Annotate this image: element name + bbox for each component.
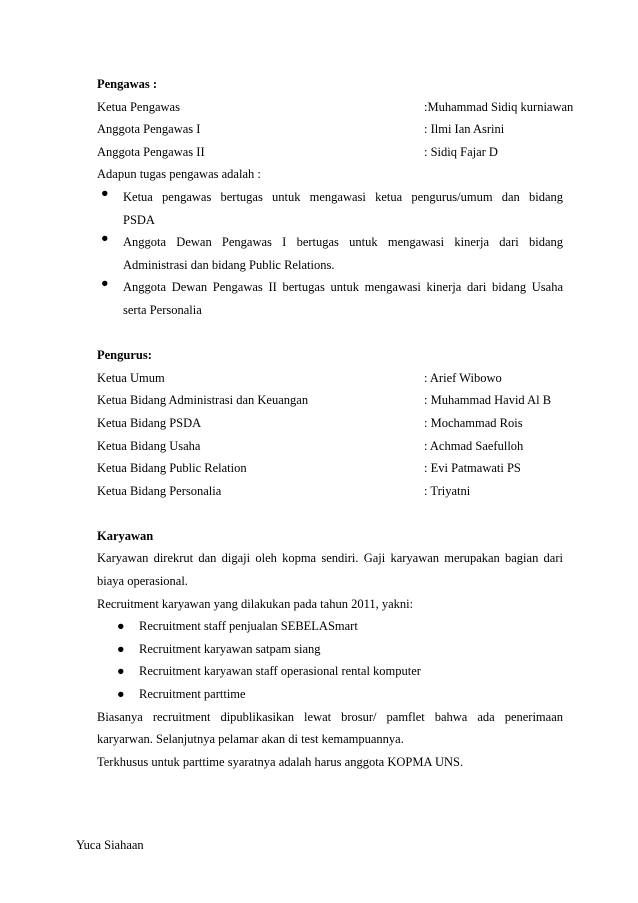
- recruit-item: [97, 660, 563, 683]
- task-line: serta Personalia: [123, 302, 202, 317]
- bullet-icon: ●: [117, 619, 125, 634]
- recruit-item: [97, 683, 563, 706]
- pengurus-row: [97, 389, 563, 412]
- bullet-icon: ●: [101, 231, 109, 246]
- task-item: [97, 276, 563, 321]
- task-line: Anggota Dewan Pengawas II bertugas untuk mengawasi kinerja dari bidang Usaha: [123, 280, 563, 295]
- person-name: : Arief Wibowo: [424, 370, 502, 385]
- person-name: : Muhammad Havid Al B: [424, 393, 552, 408]
- bullet-icon: ●: [101, 276, 109, 291]
- karyawan-heading: Karyawan: [97, 528, 154, 543]
- pengurus-row: [97, 412, 563, 435]
- role-label: Ketua Bidang Public Relation: [97, 461, 247, 476]
- tasks-intro: Adapun tugas pengawas adalah :: [97, 167, 261, 182]
- role-label: Anggota Pengawas I: [97, 122, 201, 137]
- recruit-item-label: Recruitment staff penjualan SEBELASmart: [139, 619, 358, 634]
- person-name: : Evi Patmawati PS: [424, 461, 521, 476]
- role-label: Ketua Pengawas: [97, 99, 180, 114]
- paragraph-line: Biasanya recruitment dipublikasikan lewat brosur/ pamflet bahwa ada penerimaan: [97, 709, 563, 724]
- pengurus-row: [97, 435, 563, 458]
- recruit-intro: Recruitment karyawan yang dilakukan pada tahun 2011, yakni:: [97, 596, 414, 611]
- recruit-item: [97, 638, 563, 661]
- task-item: [97, 186, 563, 231]
- role-label: Ketua Bidang Usaha: [97, 438, 201, 453]
- task-item: [97, 231, 563, 276]
- task-line: PSDA: [123, 212, 155, 227]
- task-line: Anggota Dewan Pengawas I bertugas untuk mengawasi kinerja dari bidang: [123, 235, 563, 250]
- pengawas-row: [97, 96, 574, 119]
- recruit-item: [97, 615, 563, 638]
- role-label: Ketua Bidang Personalia: [97, 483, 222, 498]
- person-name: : Ilmi Ian Asrini: [424, 122, 505, 137]
- paragraph-line: Karyawan direkrut dan digaji oleh kopma sendiri. Gaji karyawan merupakan bagian dari: [97, 551, 563, 566]
- document-body: [97, 73, 574, 773]
- pengawas-row: [97, 141, 563, 164]
- paragraph-line: Terkhusus untuk parttime syaratnya adalah harus anggota KOPMA UNS.: [97, 754, 464, 769]
- person-name: : Triyatni: [424, 483, 471, 498]
- recruit-item-label: Recruitment parttime: [139, 687, 246, 702]
- bullet-icon: ●: [117, 641, 125, 656]
- person-name: : Achmad Saefulloh: [424, 438, 524, 453]
- pengurus-row: [97, 480, 563, 503]
- pengawas-row: [97, 118, 563, 141]
- pengawas-heading: Pengawas :: [97, 77, 158, 91]
- footer-author: Yuca Siahaan: [76, 838, 144, 852]
- pengurus-heading: Pengurus:: [97, 348, 152, 363]
- person-name: : Mochammad Rois: [424, 415, 523, 430]
- paragraph-line: karyarwan. Selanjutnya pelamar akan di test kemampuannya.: [97, 732, 404, 747]
- pengurus-row: [97, 457, 563, 480]
- paragraph-line: biaya operasional.: [97, 574, 188, 589]
- person-name: :Muhammad Sidiq kurniawan: [424, 99, 574, 114]
- role-label: Anggota Pengawas II: [97, 144, 205, 159]
- recruit-item-label: Recruitment karyawan satpam siang: [139, 641, 321, 656]
- role-label: Ketua Umum: [97, 370, 165, 385]
- task-line: Ketua pengawas bertugas untuk mengawasi ketua pengurus/umum dan bidang: [123, 189, 563, 204]
- role-label: Ketua Bidang Administrasi dan Keuangan: [97, 393, 309, 408]
- recruit-item-label: Recruitment karyawan staff operasional rental komputer: [139, 664, 421, 679]
- person-name: : Sidiq Fajar D: [424, 144, 498, 159]
- bullet-icon: ●: [117, 687, 125, 702]
- bullet-icon: ●: [117, 664, 125, 679]
- role-label: Ketua Bidang PSDA: [97, 415, 202, 430]
- task-line: Administrasi dan bidang Public Relations.: [123, 257, 335, 272]
- pengurus-row: [97, 367, 563, 390]
- bullet-icon: ●: [101, 185, 109, 200]
